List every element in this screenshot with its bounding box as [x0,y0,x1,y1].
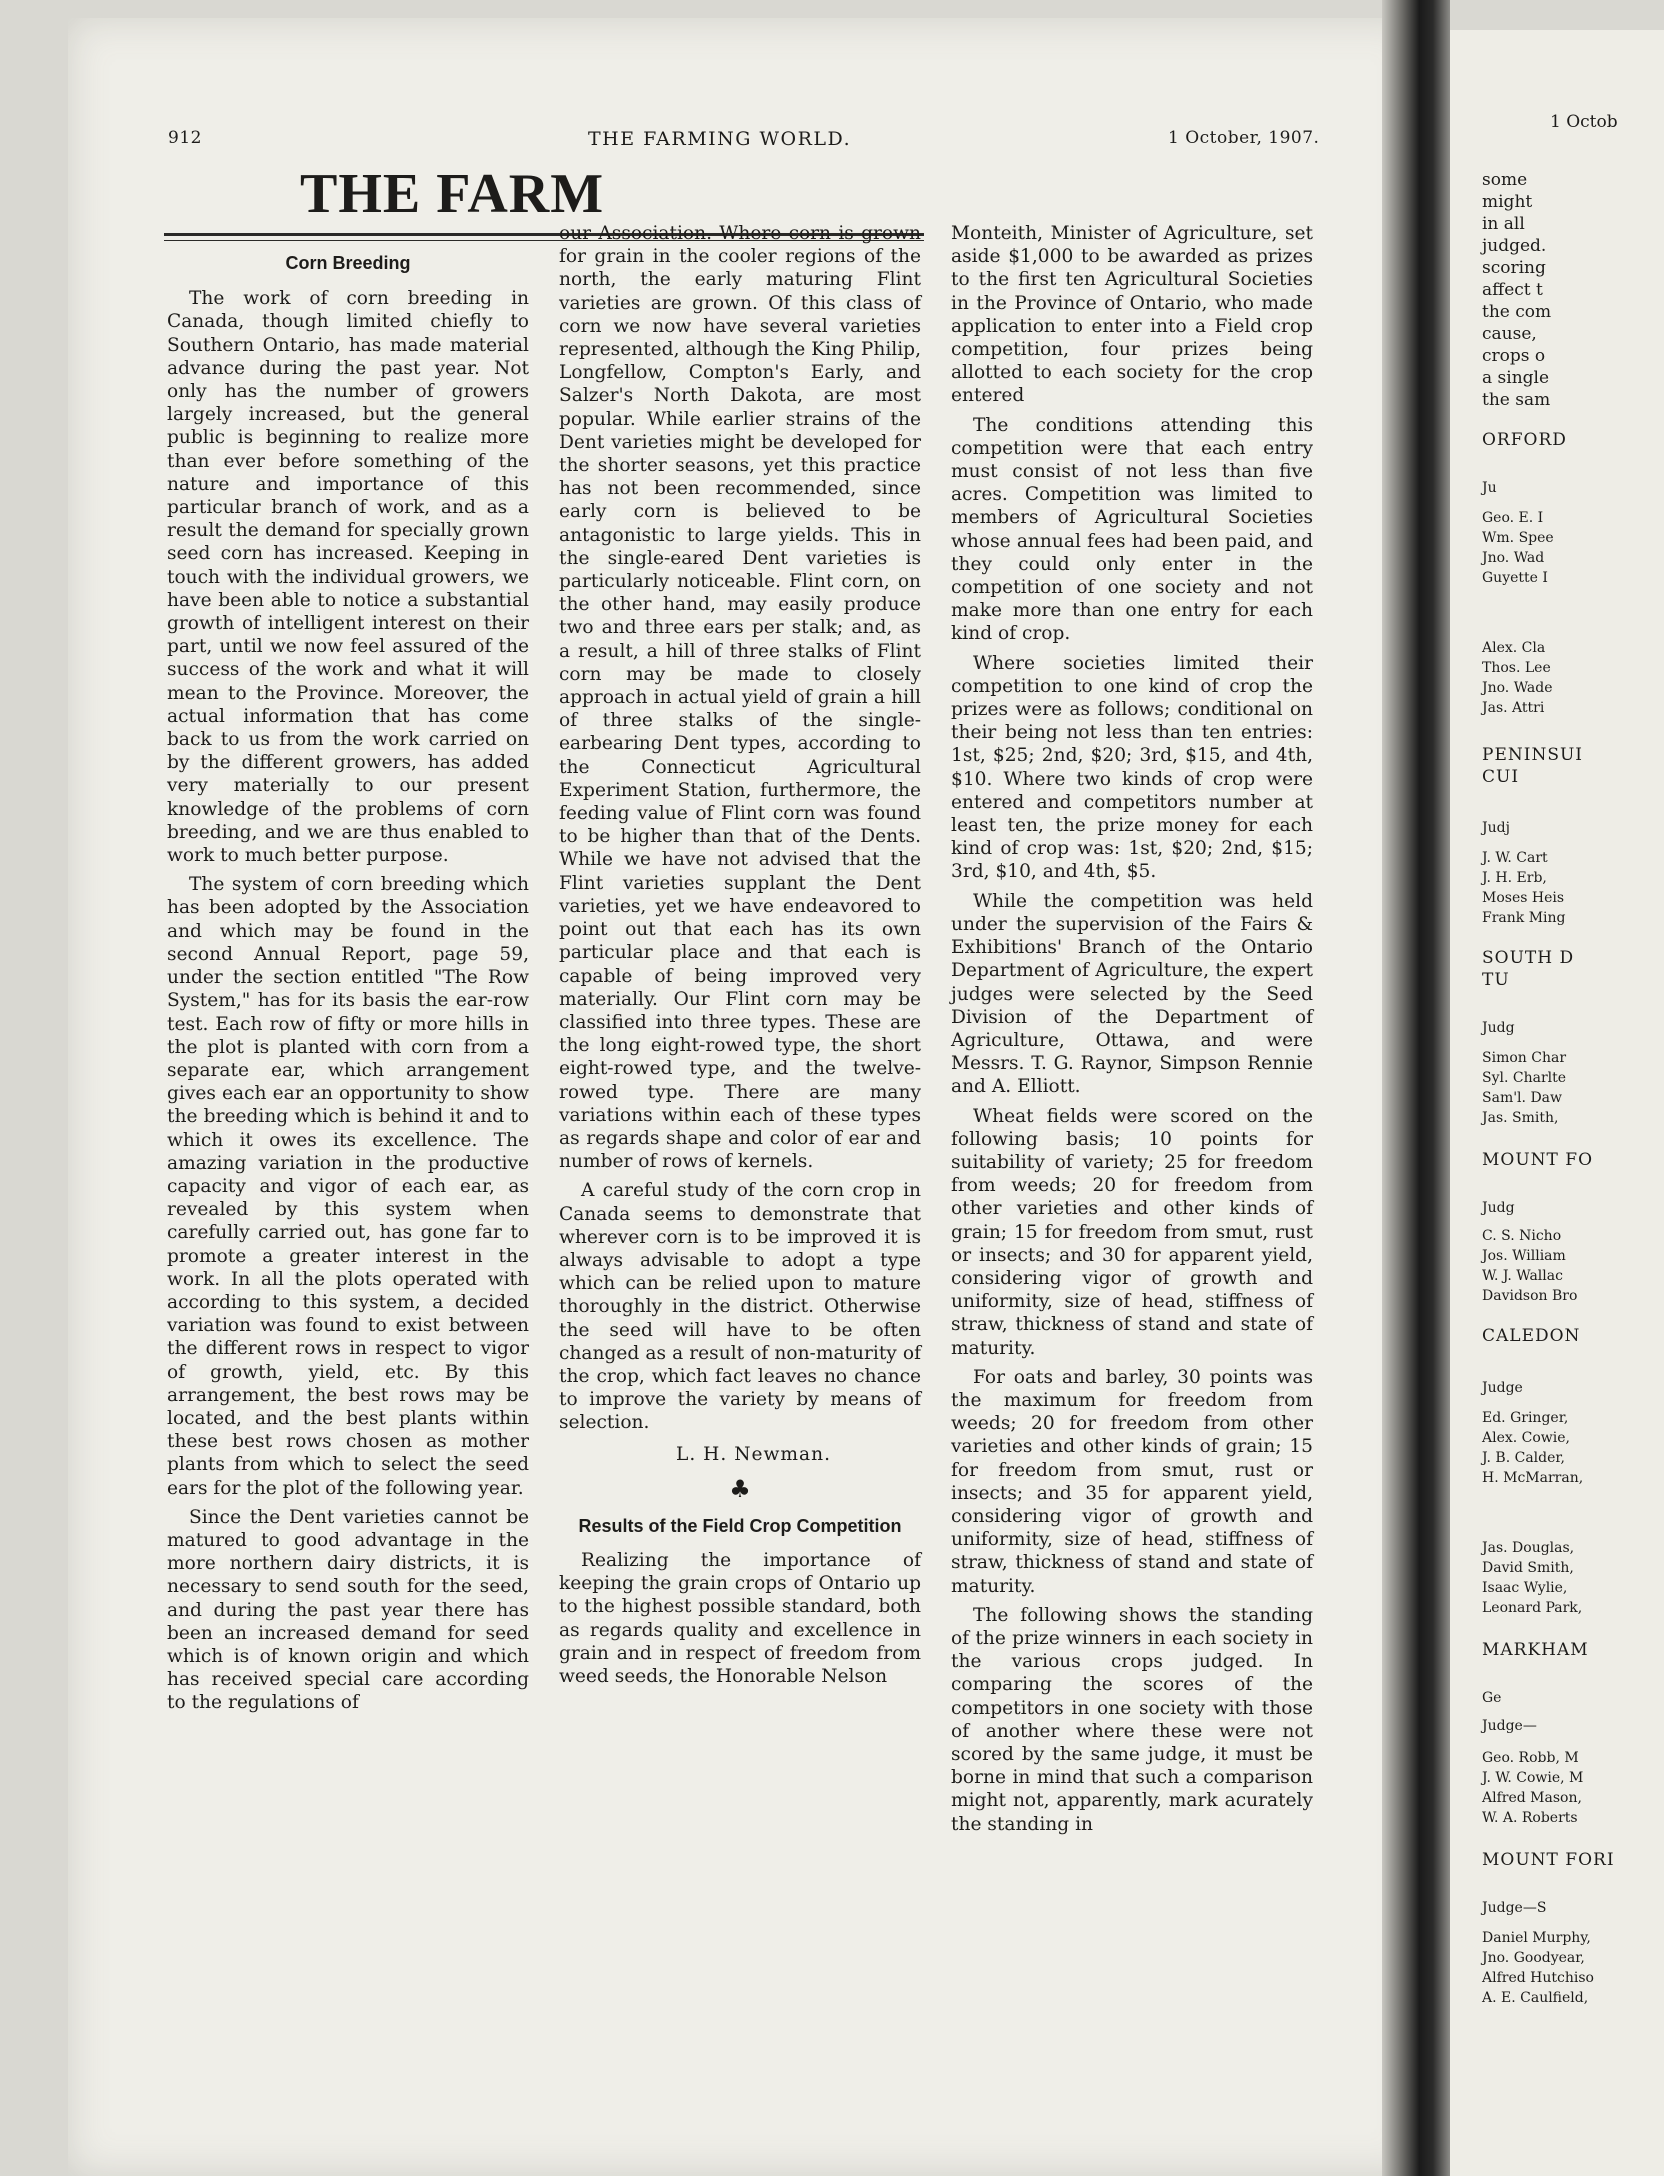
paragraph: Realizing the importance of keeping the grain crops of Ontario up to the highest possible standard, both as regards quality and excellence in grain and in respect of freedom from weed seeds, the Honorable Nelson [559,1549,921,1687]
facing-page-line: Alfred Hutchiso [1482,1970,1594,1986]
facing-page-line: scoring [1482,258,1546,278]
facing-page-line: Judj [1482,820,1510,836]
facing-page-line: Geo. E. I [1482,510,1544,526]
publication-title: THE FARMING WORLD. [588,128,852,150]
facing-page-line: the sam [1482,390,1551,410]
paragraph: Monteith, Minister of Agriculture, set aside $1,000 to be awarded as prizes to the first ten Agricultural Societies in the Province of Ontario, who made application to enter into a Field crop competition, four prizes being allotted to each society for the crop entered [951,223,1313,407]
facing-page-line: Judge— [1482,1718,1537,1734]
facing-page-line: MOUNT FORI [1482,1850,1615,1870]
facing-page-line: a single [1482,368,1550,388]
facing-page-line: Jno. Goodyear, [1482,1950,1585,1966]
facing-page-line: some [1482,170,1528,190]
facing-page-line: Jos. William [1482,1248,1566,1264]
facing-page-line: C. S. Nicho [1482,1228,1562,1244]
facing-page-line: Simon Char [1482,1050,1567,1066]
facing-page-line: Ju [1482,480,1497,496]
facing-page-line: Jas. Smith, [1482,1110,1559,1126]
paragraph: The work of corn breeding in Canada, though limited chiefly to Southern Ontario, has made material advance during the past year. Not only has the number of growers largely increased, but the general public is beginning to realize more than ever before something of the nature and importance of this particular branch of work, and as a result the demand for specially grown seed corn has increased. Keeping in touch with the individual growers, we have been able to notice a substantial growth of intelligent interest on their part, until we now feel assured of the success of the work and what it will mean to the Province. Moreover, the actual information that has come back to us from the work carried on by the different growers, has added very materially to our present knowledge of the problems of corn breeding, and we are thus enabled to work to much better purpose. [167,288,529,867]
facing-page-line: Davidson Bro [1482,1288,1578,1304]
facing-page-line: A. E. Caulfield, [1482,1990,1589,2006]
column-3 [951,222,1313,1836]
paragraph: our Association. Where corn is grown for grain in the cooler regions of the north, the early maturing Flint varieties are grown. Of this class of corn we now have several varieties represented, although the King Philip, Longfellow, Compton's Early, and Salzer's North Dakota, are most popular. While earlier strains of the Dent varieties might be developed for the shorter seasons, yet this practice has not been recommended, since early corn is believed to be antagonistic to large yields. This in the single-eared Dent varieties is particularly noticeable. Flint corn, on the other hand, may easily produce two and three ears per stalk; and, as a result, a hill of three stalks of Flint corn may be made to closely approach in actual yield of grain a hill of three stalks of the single-earbearing Dent types, according to the Connecticut Agricultural Experiment Station, furthermore, the feeding value of Flint corn was found to be higher than that of the Dents. While we have not advised that the Flint varieties supplant the Dent varieties, yet we have endeavored to point out that each has its own particular place and that each is capable of being improved very materially. Our Flint corn may be classified into three types. These are the long eight-rowed type, the short eight-rowed type, and the twelve-rowed type. There are many variations within each of these types as regards shape and color of ear and number of rows of kernels. [559,223,921,1173]
facing-page-line: CUI [1482,767,1520,787]
facing-page-line: Judg [1482,1020,1515,1036]
facing-page-line: Guyette I [1482,570,1548,586]
binding-gutter [1382,0,1450,2176]
paragraph: Where societies limited their competition to one kind of crop the prizes were as follows; conditional on their being not less than ten entries: 1st, $25; 2nd, $20; 3rd, $15, and 4th, $10. Where two kinds of crop were entered and competitors number at least ten, the prize money for each kind of crop was: 1st, $20; 2nd, $15; 3rd, $10, and 4th, $5. [951,652,1313,883]
facing-page-line: Leonard Park, [1482,1600,1583,1616]
facing-page-line: the com [1482,302,1552,322]
facing-page-line: J. W. Cart [1482,850,1548,866]
facing-page-line: Jno. Wade [1482,680,1553,696]
page-number: 912 [168,128,202,148]
article-byline: L. H. Newman. [676,1443,831,1465]
paragraph: Since the Dent varieties cannot be matured to good advantage in the more northern dairy districts, it is necessary to send south for the seed, and during the past year there has been an increased demand for seed which is of known origin and which has received special care according to the regulations of [167,1506,529,1714]
facing-page-line: CALEDON [1482,1326,1581,1346]
facing-page [1450,30,1664,2176]
facing-page-line: MARKHAM [1482,1640,1589,1660]
paragraph: Wheat fields were scored on the following basis; 10 points for suitability of variety; 25 for freedom from weeds; 20 for freedom from other varieties and other kinds of grain; 15 for freedom from smut, rust or insects; and 30 for apparent yield, considering vigor of growth and uniformity, size of head, stiffness of straw, thickness of stand and state of maturity. [951,1105,1313,1359]
article-title-field-crop: Results of the Field Crop Competition [578,1515,902,1536]
facing-page-line: ORFORD [1482,430,1567,450]
facing-page-line: Ed. Gringer, [1482,1410,1569,1426]
facing-page-line: TU [1482,970,1510,990]
ornament-icon: ♣ [729,1474,751,1503]
facing-page-header: 1 Octob [1550,112,1618,132]
facing-page-line: affect t [1482,280,1543,300]
issue-date: 1 October, 1907. [1168,128,1320,148]
facing-page-line: W. A. Roberts [1482,1810,1578,1826]
facing-page-line: Thos. Lee [1482,660,1551,676]
article-title-corn-breeding: Corn Breeding [285,253,411,273]
facing-page-line: Alex. Cowie, [1482,1430,1571,1446]
facing-page-line: Judge [1482,1380,1523,1396]
facing-page-line: PENINSUI [1482,745,1584,765]
facing-page-line: J. W. Cowie, M [1482,1770,1584,1786]
facing-page-line: Wm. Spee [1482,530,1554,546]
column-2 [559,222,921,1688]
facing-page-line: J. B. Calder, [1482,1450,1566,1466]
facing-page-line: H. McMarran, [1482,1470,1584,1486]
facing-page-line: Isaac Wylie, [1482,1580,1568,1596]
paragraph: While the competition was held under the supervision of the Fairs & Exhibitions' Branch of the Ontario Department of Agriculture, the expert judges were selected by the Seed Division of the Department of Agriculture, Ottawa, and were Messrs. T. G. Raynor, Simpson Rennie and A. Elliott. [951,890,1313,1098]
paragraph: A careful study of the corn crop in Canada seems to demonstrate that wherever corn is to be improved it is always advisable to adopt a type which can be relied upon to mature thoroughly in the district. Otherwise the seed will have to be often changed as a result of non-maturity of the crop, which fact leaves no chance to improve the variety by means of selection. [559,1180,921,1434]
facing-page-line: W. J. Wallac [1482,1268,1563,1284]
facing-page-line: Syl. Charlte [1482,1070,1567,1086]
facing-page-line: Frank Ming [1482,910,1566,926]
facing-page-line: Geo. Robb, M [1482,1750,1579,1766]
section-title: THE FARM [300,163,605,225]
paragraph: The conditions attending this competition were that each entry must consist of not less than five acres. Competition was limited to members of Agricultural Societies whose annual fees had been paid, and they could only enter in the competition of one society and not make more than one entry for each kind of crop. [951,414,1313,645]
facing-page-line: Ge [1482,1690,1502,1706]
facing-page-line: Daniel Murphy, [1482,1930,1591,1946]
column-1 [167,252,529,1715]
facing-page-line: Jno. Wad [1482,550,1545,566]
facing-page-line: Jas. Douglas, [1482,1540,1575,1556]
facing-page-line: David Smith, [1482,1560,1574,1576]
facing-page-line: might [1482,192,1533,212]
facing-page-line: Alfred Mason, [1482,1790,1582,1806]
paragraph: The system of corn breeding which has been adopted by the Association and which may be found in the second Annual Report, page 59, under the section entitled "The Row System," has for its basis the ear-row test. Each row of fifty or more hills in the plot is planted with corn from a separate ear, which arrangement gives each ear an opportunity to show the breeding which is behind it and to which it owes its excellence. The amazing variation in the productive capacity and vigor of each ear, as revealed by this system when carefully carried out, has gone far to promote a greater interest in the work. In all the plots operated with according to this system, a decided variation was found to exist between the different rows in respect to vigor of growth, yield, etc. By this arrangement, the best rows may be located, and the best plants within these best rows chosen as mother plants from which to select the seed ears for the plot of the following year. [167,874,529,1499]
facing-page-line: Alex. Cla [1482,640,1546,656]
facing-page-line: Moses Heis [1482,890,1565,906]
facing-page-line: J. H. Erb, [1482,870,1547,886]
facing-page-line: MOUNT FO [1482,1150,1594,1170]
facing-page-line: cause, [1482,324,1537,344]
paragraph: The following shows the standing of the prize winners in each society in the various crops judged. In comparing the scores of the competitors in one society with those of another where these were not scored by the same judge, it must be borne in mind that such a comparison might not, apparently, mark acurately the standing in [951,1604,1313,1835]
facing-page-line: crops o [1482,346,1546,366]
facing-page-line: judged. [1482,236,1547,256]
facing-page-line: Jas. Attri [1482,700,1545,716]
facing-page-line: in all [1482,214,1525,234]
facing-page-line: SOUTH D [1482,948,1575,968]
paragraph: For oats and barley, 30 points was the maximum for freedom from weeds; 20 for freedom from other varieties and other kinds of grain; 15 for freedom from smut, rust or insects; and 35 for apparent yield, considering vigor of growth and uniformity, size of head, stiffness of straw, thickness of stand and state of maturity. [951,1366,1313,1597]
facing-page-line: Judg [1482,1200,1515,1216]
facing-page-line: Sam'l. Daw [1482,1090,1562,1106]
facing-page-line: Judge—S [1482,1900,1547,1916]
